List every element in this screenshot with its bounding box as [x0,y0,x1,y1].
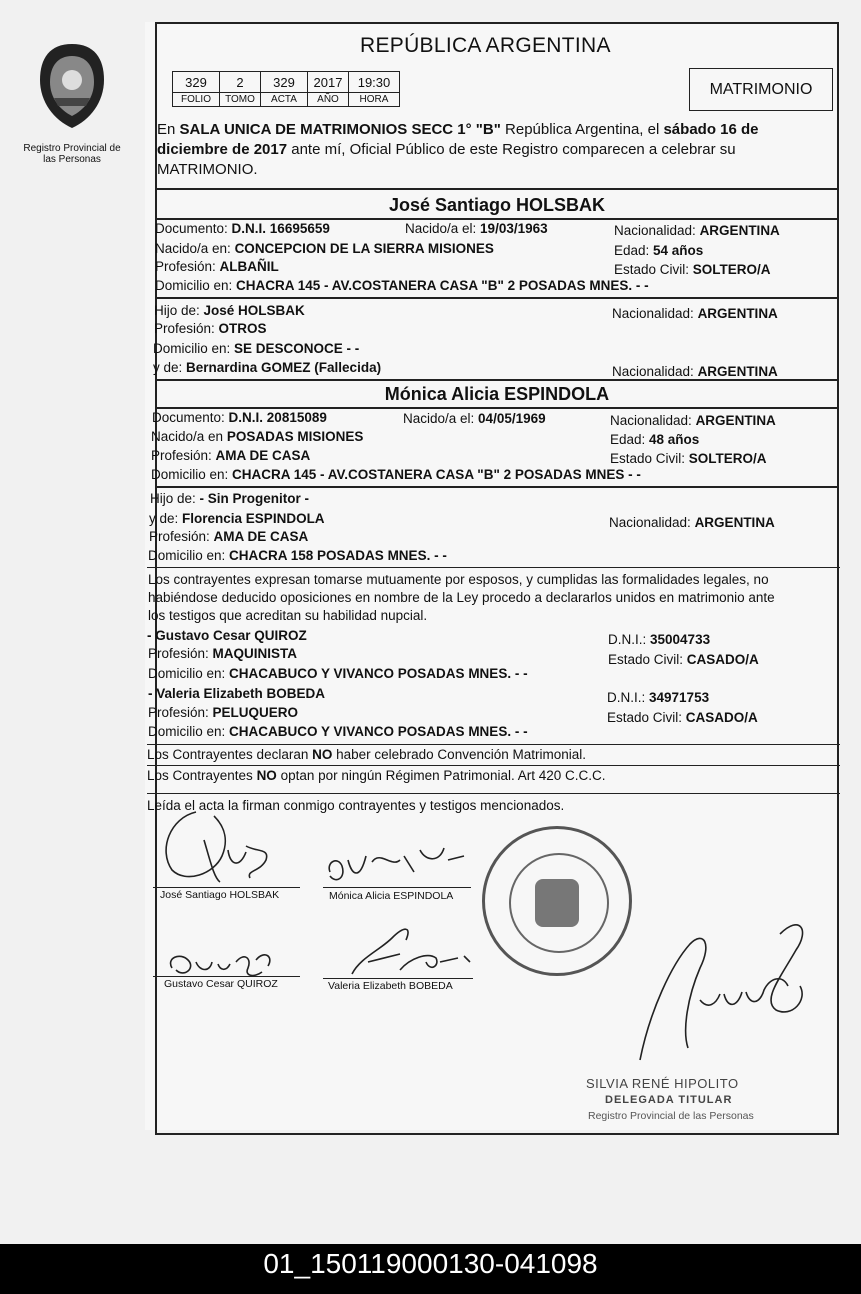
label: Profesión: [155,259,220,274]
signature-line [153,976,300,977]
signature-bobeda-mark [352,929,470,974]
intro-text: En [157,121,180,138]
label: Profesión: [149,529,214,544]
folio-value: 329 [173,72,220,93]
acta-value: 329 [261,72,308,93]
label: Profesión: [148,705,213,720]
label: Hijo de: [150,491,200,506]
value: SOLTERO/A [688,451,767,466]
label: Nacionalidad: [612,364,698,379]
value: CHACRA 158 POSADAS MNES. - - [229,548,447,563]
label: Domicilio en: [148,724,230,739]
value: 35004733 [650,632,711,647]
signature-quiroz-mark [171,955,270,976]
value: ARGENTINA [697,306,778,321]
label: Profesión: [148,646,213,661]
label: Edad: [610,432,650,447]
label: Domicilio en: [151,467,233,482]
label: Nacido/a en: [155,241,235,256]
label: Profesión: [151,448,216,463]
value: ARGENTINA [699,223,780,238]
signature-line [153,887,300,888]
label: Edad: [614,243,654,258]
emphasis: NO [312,747,333,762]
value: ARGENTINA [695,413,776,428]
officer-org: Registro Provincial de las Personas [588,1110,754,1122]
label: Domicilio en: [148,548,230,563]
spouse1-name: José Santiago HOLSBAK [388,195,606,215]
label: Nacionalidad: [609,515,695,530]
text: Los Contrayentes declaran [147,747,313,762]
value: 54 años [653,243,704,258]
signature-officer-mark [640,925,803,1060]
signature-line [323,978,473,979]
scan-footer [0,1244,861,1294]
legal-line: habiéndose deducido oposiciones en nombre de la Ley procedo a declararlos unidos en matrimonio ante [148,590,775,605]
intro-date: diciembre de 2017 [157,141,288,158]
signature-line [323,887,471,888]
label: Documento: [152,410,229,425]
document-code: 01_150119000130-041098 [263,1248,598,1279]
value: José HOLSBAK [203,303,305,318]
value: Florencia ESPINDOLA [182,511,325,526]
value: AMA DE CASA [213,529,309,544]
label: Profesión: [154,321,219,336]
value: 04/05/1969 [478,411,546,426]
value: SOLTERO/A [692,262,771,277]
label: y de: [149,511,183,526]
label: Domicilio en: [148,666,230,681]
value: CHACABUCO Y VIVANCO POSADAS MNES. - - [229,666,528,681]
signature-holsbak-mark [166,812,267,882]
page-title: REPÚBLICA ARGENTINA [360,34,611,57]
label: y de: [153,360,187,375]
text: Los Contrayentes [147,768,257,783]
value: ARGENTINA [697,364,778,379]
label: Nacionalidad: [610,413,696,428]
value: SE DESCONOCE - - [234,341,360,356]
text: haber celebrado Convención Matrimonial. [332,747,586,762]
folio-label: FOLIO [173,93,220,107]
intro-text: República Argentina, el [500,121,664,138]
value: CHACRA 145 - AV.COSTANERA CASA "B" 2 POSADAS MNES - - [232,467,641,482]
tomo-label: TOMO [220,93,261,107]
value: - Gustavo Cesar QUIROZ [147,628,307,643]
value: D.N.I. 20815089 [228,410,327,425]
value: CONCEPCION DE LA SIERRA MISIONES [234,241,494,256]
value: D.N.I. 16695659 [231,221,330,236]
hora-value: 19:30 [349,72,400,93]
value: OTROS [218,321,267,336]
label: Estado Civil: [614,262,693,277]
registry-name: Registro Provincial de las Personas [23,143,121,165]
coat-of-arms-icon [535,879,579,927]
label: Estado Civil: [610,451,689,466]
value: - Valeria Elizabeth BOBEDA [148,686,326,701]
intro-text: MATRIMONIO. [157,161,258,178]
label: Estado Civil: [607,710,686,725]
value: MAQUINISTA [212,646,298,661]
officer-name: SILVIA RENÉ HIPOLITO [586,1076,739,1091]
officer-title: DELEGADA TITULAR [605,1094,733,1106]
value: ARGENTINA [694,515,775,530]
value: AMA DE CASA [215,448,311,463]
label: Documento: [155,221,232,236]
label: Nacido/a en [151,429,227,444]
acta-label: ACTA [261,93,308,107]
label: Domicilio en: [155,278,237,293]
tomo-value: 2 [220,72,261,93]
label: Nacionalidad: [612,306,698,321]
value: 19/03/1963 [480,221,548,236]
record-type: MATRIMONIO [709,80,813,98]
label: Hijo de: [154,303,204,318]
reading-statement: Leída el acta la firman conmigo contrayentes y testigos mencionados. [147,798,565,813]
value: 34971753 [649,690,710,705]
ano-label: AÑO [308,93,349,107]
legal-line: los testigos que acreditan su habilidad nupcial. [148,608,428,623]
value: CHACRA 145 - AV.COSTANERA CASA "B" 2 POSADAS MNES. - - [236,278,649,293]
label: Estado Civil: [608,652,687,667]
label: Nacionalidad: [614,223,700,238]
label: Domicilio en: [153,341,235,356]
value: CASADO/A [686,652,759,667]
value: - Sin Progenitor - [199,491,310,506]
signature-caption: Mónica Alicia ESPINDOLA [329,890,454,902]
value: ALBAÑIL [219,259,279,274]
value: 48 años [649,432,700,447]
official-stamp [482,826,632,976]
legal-line: Los contrayentes expresan tomarse mutuamente por esposos, y cumplidas las formalidades legales, no [148,572,769,587]
emphasis: NO [256,768,277,783]
intro-text: ante mí, Oficial Público de este Registro comparecen a celebrar su [287,141,736,158]
intro-date: sábado 16 de [663,121,759,138]
label: D.N.I.: [607,690,650,705]
intro-place: SALA UNICA DE MATRIMONIOS SECC 1° "B" [179,121,501,138]
hora-label: HORA [349,93,400,107]
value: PELUQUERO [212,705,299,720]
signature-caption: Gustavo Cesar QUIROZ [164,978,278,990]
label: Nacido/a el: [405,221,481,236]
label: D.N.I.: [608,632,651,647]
signature-espindola-mark [329,848,464,880]
value: Bernardina GOMEZ (Fallecida) [186,360,382,375]
value: CASADO/A [685,710,758,725]
value: POSADAS MISIONES [226,429,364,444]
signature-caption: José Santiago HOLSBAK [160,889,280,901]
text: optan por ningún Régimen Patrimonial. Art 420 C.C.C. [276,768,606,783]
spouse2-name: Mónica Alicia ESPINDOLA [384,384,610,404]
label: Nacido/a el: [403,411,479,426]
ano-value: 2017 [308,72,349,93]
signature-caption: Valeria Elizabeth BOBEDA [328,980,453,992]
value: CHACABUCO Y VIVANCO POSADAS MNES. - - [229,724,528,739]
